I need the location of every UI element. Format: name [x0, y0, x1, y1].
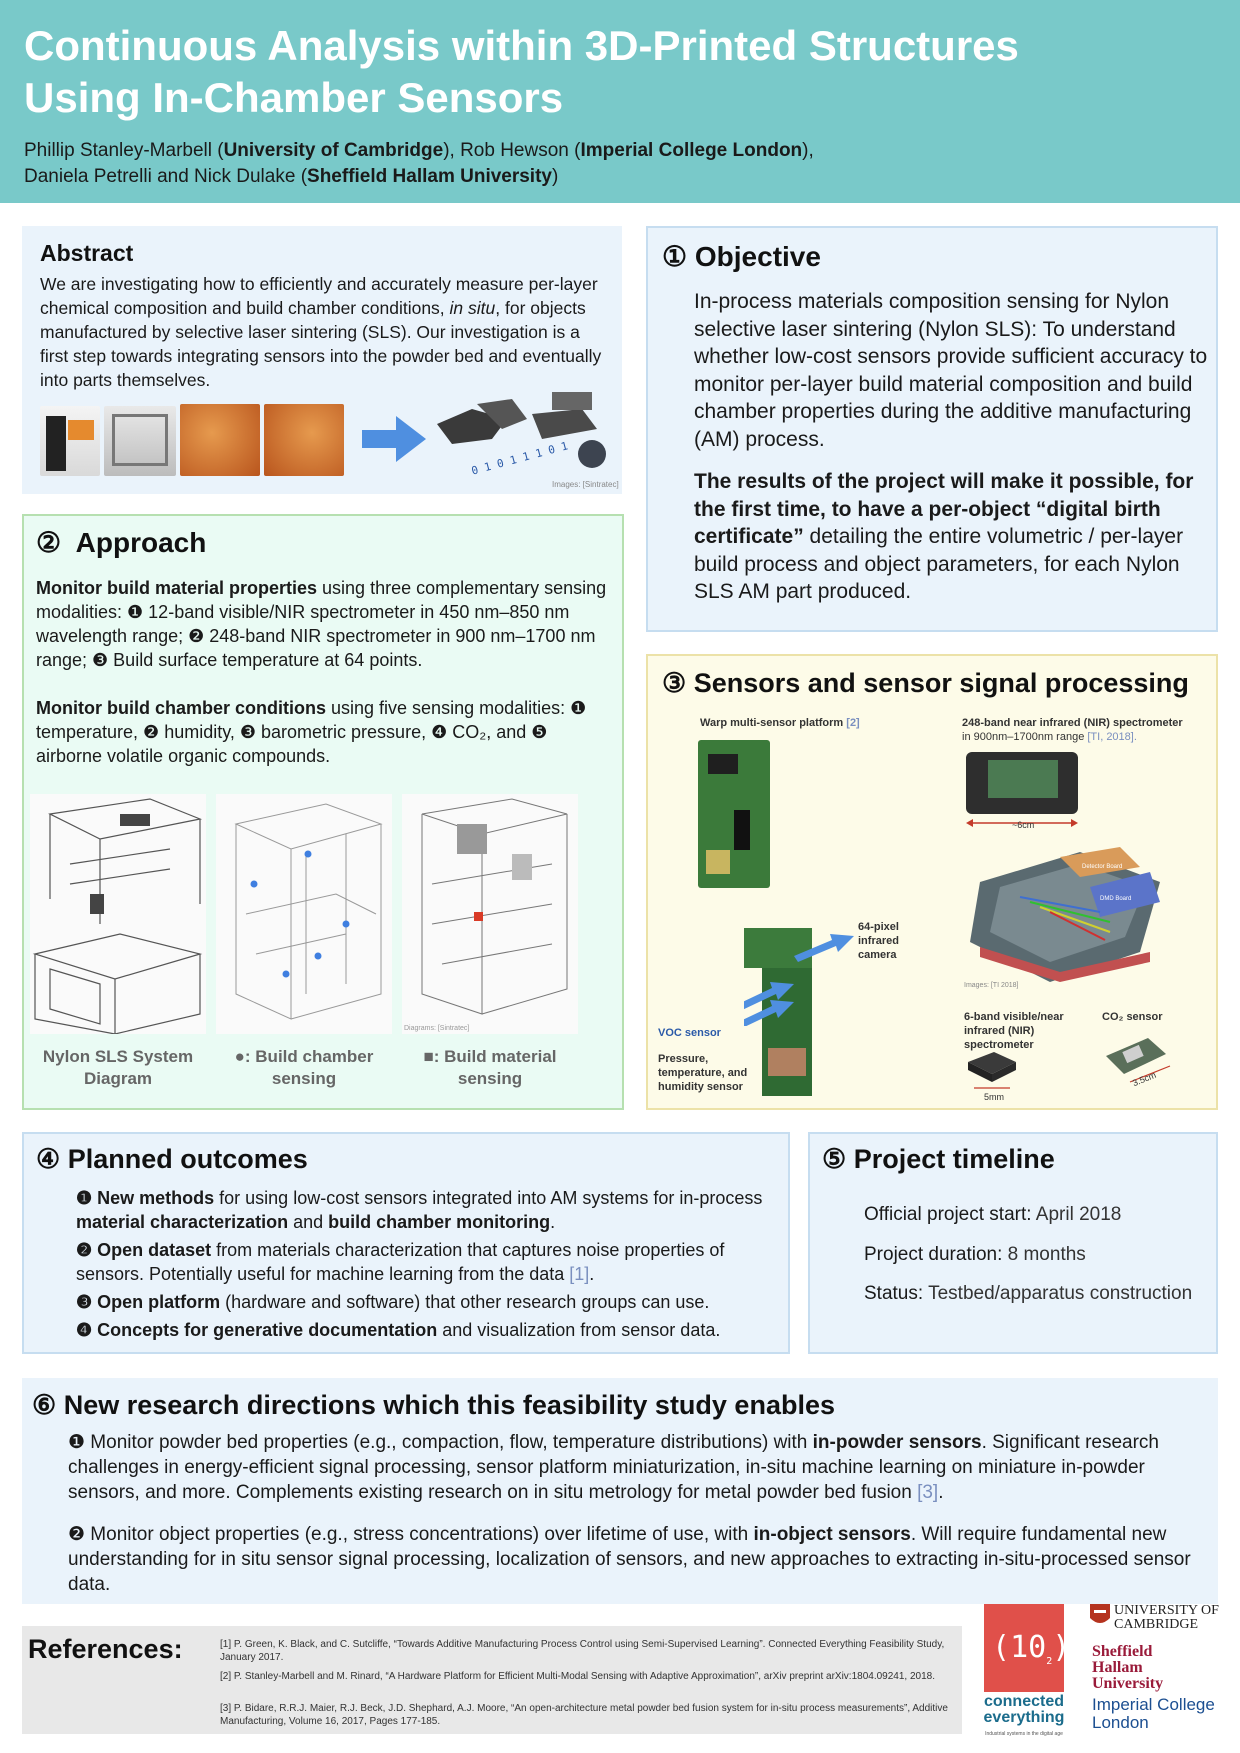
timeline-status: Status: Testbed/apparatus construction — [864, 1283, 1193, 1304]
outcome-4: ❹ Concepts for generative documentation and visualization from sensor data. — [76, 1320, 721, 1340]
timeline-duration: Project duration: 8 months — [864, 1244, 1086, 1265]
approach-chamber: Monitor build chamber conditions using five sensing modalities: ❶ temperature, ❷ humidity, ❸ barometric pressure, ❹ CO₂, and ❺ airborne volatile organic compounds. — [36, 698, 587, 766]
size-35cm: 3.5cm — [1131, 1069, 1158, 1089]
size-6cm: ~6cm — [1012, 820, 1035, 830]
outcome-3: ❸ Open platform (hardware and software) that other research groups can use. — [76, 1292, 710, 1312]
voc-label: VOC sensor — [658, 1027, 721, 1039]
timeline-start: Official project start: April 2018 — [864, 1204, 1122, 1225]
reference-1: [1] P. Green, K. Black, and C. Sutcliffe, “Towards Additive Manufacturing Process Control using Semi-Supervised Learning”. Connected Everything Feasibility Study, January 2017. — [220, 1639, 945, 1663]
poster-header — [0, 0, 1240, 203]
chamber-sensing-diagram — [216, 794, 392, 1034]
callout-arrows — [744, 896, 864, 1026]
ce-number: $(10_2)$ — [992, 1630, 1071, 1667]
nir-label: 248-band near infrared (NIR) spectrometer in 900nm–1700nm range [TI, 2018]. — [962, 717, 1183, 743]
pth-label: Pressure, temperature, and humidity sensor — [658, 1053, 748, 1093]
outcomes-heading: ④ Planned outcomes — [36, 1144, 308, 1174]
approach-heading: ② Approach — [36, 527, 207, 558]
authors: Phillip Stanley-Marbell (University of Cambridge), Rob Hewson (Imperial College London), Daniela Petrelli and Nick Dulake (Sheffield Hallam University) — [24, 140, 814, 187]
sensors-heading: ③ Sensors and sensor signal processing — [662, 668, 1189, 698]
references-title: References: — [28, 1634, 183, 1664]
sheffield-hallam-logo: Sheffield Hallam University — [1092, 1643, 1164, 1692]
abstract-text: We are investigating how to efficiently and accurately measure per-layer chemical composition and build chamber conditions, in situ, for objects manufactured by selective laser sintering (SLS). Our investigation is a first step towards integrating sensors into the powder bed and eventually into parts themselves. — [40, 274, 602, 390]
band6-label: 6-band visible/near infrared (NIR) spectrometer — [964, 1011, 1064, 1051]
printer-photo — [40, 406, 100, 476]
directions-panel — [22, 1378, 1218, 1604]
ti-credit: Images: [TI 2018] — [964, 982, 1019, 989]
connected-everything-logo — [984, 1604, 1071, 1692]
band6-sensor-photo — [964, 1048, 1020, 1094]
printer-open-photo — [104, 406, 176, 476]
nir-exploded-diagram — [960, 832, 1172, 986]
warp-board-photo — [698, 740, 770, 888]
cambridge-shield-icon — [1090, 1604, 1110, 1628]
caption-chamber: ●: Build chamber sensing — [234, 1047, 374, 1088]
approach-material: Monitor build material properties using three complementary sensing modalities: ❶ 12-band visible/NIR spectrometer in 450 nm–850 nm wavelength range; ❷ 248-band NIR spectrometer in 900 nm–1700 nm range; ❸ Build surface temperature at 64 points. — [36, 578, 607, 670]
outcome-1: ❶ New methods for using low-cost sensors integrated into AM systems for in-process material characterization and build chamber monitoring. — [76, 1188, 763, 1232]
sintering-photo-2 — [264, 404, 344, 476]
objective-text: In-process materials composition sensing for Nylon selective laser sintering (Nylon SLS): To understand whether low-cost sensors provide sufficient accuracy to monitor per-layer build material composition and build chamber properties during the additive manufacturing (AM) process. — [694, 290, 1208, 451]
abstract-panel — [22, 226, 622, 494]
direction-1: ❶ Monitor powder bed properties (e.g., compaction, flow, temperature distributions) with in-powder sensors. Significant research challenges in energy-efficient signal processing, sensor platform miniaturization, in-situ machine learning on miniature in-powder sensors, and more. Complements existing research on in situ metrology for metal powder bed fusion [3]. — [68, 1432, 1159, 1503]
imperial-logo: Imperial College London — [1092, 1695, 1215, 1732]
sensors-panel — [646, 654, 1218, 1110]
objective-heading: ① Objective — [662, 241, 821, 272]
warp-label: Warp multi-sensor platform [2] — [700, 717, 860, 729]
references-panel — [22, 1626, 962, 1734]
arrow-right-icon — [362, 416, 426, 462]
outcome-2: ❷ Open dataset from materials characterization that captures noise properties of sensors. Potentially useful for machine learning from the data [1]. — [76, 1240, 725, 1284]
timeline-panel — [808, 1132, 1218, 1354]
detector-label: Detector Board — [1082, 864, 1123, 870]
outcomes-panel — [22, 1132, 790, 1354]
ir-camera-label: 64-pixel infrared camera — [858, 921, 899, 961]
binary-digits: 0 1 0 1 1 1 0 1 — [470, 439, 570, 478]
poster-title: Continuous Analysis within 3D-Printed Structures Using In-Chamber Sensors — [24, 22, 1019, 121]
objective-panel — [646, 226, 1218, 632]
directions-heading: ⑥ New research directions which this feasibility study enables — [32, 1390, 835, 1420]
co2-label: CO₂ sensor — [1102, 1011, 1163, 1023]
sintering-photo-1 — [180, 404, 260, 476]
reference-3: [3] P. Bidare, R.R.J. Maier, R.J. Beck, J.D. Shephard, A.J. Moore, “An open-architecture metal powder bed fusion system for in-situ process measurements”, Additive Manufacturing, Volume 16, 2017, Pages 177-185. — [220, 1703, 948, 1727]
system-diagram — [30, 794, 206, 1034]
ce-wordmark: connected everything Industrial systems in the digital age — [983, 1693, 1065, 1737]
caption-material: ■: Build material sensing — [423, 1047, 557, 1088]
material-sensing-diagram — [402, 794, 578, 1034]
objective-result: The results of the project will make it possible, for the first time, to have a per-object “digital birth certificate” detailing the entire volumetric / per-layer build process and object parameters, for each Nylon SLS AM part produced. — [694, 470, 1194, 603]
dmd-label: DMD Board — [1100, 896, 1132, 902]
diagram-credit: Diagrams: [Sintratec] — [404, 1025, 470, 1032]
image-credit: Images: [Sintratec] — [552, 480, 619, 489]
caption-system: Nylon SLS System Diagram — [42, 1047, 194, 1088]
timeline-heading: ⑤ Project timeline — [822, 1144, 1055, 1174]
direction-2: ❷ Monitor object properties (e.g., stress concentrations) over lifetime of use, with in-object sensors. Will require fundamental new understanding for in situ sensor signal processing, localization of sensors, and new approaches to extracting in-situ-processed sensor data. — [68, 1524, 1191, 1595]
nir-device-photo — [966, 752, 1078, 814]
approach-panel — [22, 514, 624, 1110]
size-5mm: 5mm — [984, 1092, 1004, 1102]
abstract-title: Abstract — [40, 240, 134, 266]
reference-2: [2] P. Stanley-Marbell and M. Rinard, “A Hardware Platform for Efficient Multi-Modal Sensing with Adaptive Approximation”, arXiv preprint arXiv:1804.09241, 2018. — [220, 1671, 935, 1682]
cambridge-logo: UNIVERSITY OF CAMBRIDGE — [1090, 1602, 1234, 1634]
